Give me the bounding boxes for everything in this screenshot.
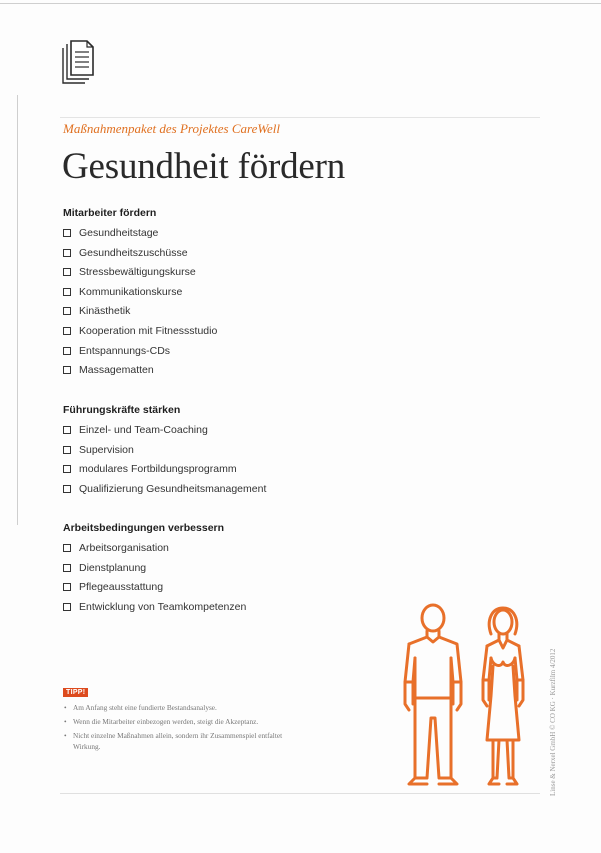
item-label: Kinästhetik	[79, 305, 131, 318]
man-figure	[405, 605, 461, 784]
item-label: Gesundheitszuschüsse	[79, 246, 188, 259]
tipp-item: • Nicht einzelne Maßnahmen allein, sondern ihr Zusammenspiel entfaltet Wirkung.	[63, 730, 293, 752]
checklist-item	[63, 224, 217, 244]
scan-edge-rule	[60, 117, 540, 118]
checkbox-icon	[63, 229, 71, 237]
checkbox-icon	[63, 446, 71, 454]
checklist-item	[63, 559, 246, 579]
checklist-item	[63, 302, 217, 322]
item-label: Qualifizierung Gesundheitsmanagement	[79, 482, 267, 495]
checkbox-icon	[63, 327, 71, 335]
checkbox-icon	[63, 288, 71, 296]
tipp-item: • Wenn die Mitarbeiter einbezogen werden, steigt die Akzeptanz.	[63, 716, 293, 727]
checkbox-icon	[63, 426, 71, 434]
item-label: Entspannungs-CDs	[79, 344, 171, 357]
item-label: Arbeitsorganisation	[79, 542, 169, 554]
tipp-badge: TIPP!	[63, 688, 88, 697]
page-title: Gesundheit fördern	[62, 146, 346, 187]
item-label: Kommunikationskurse	[79, 285, 183, 298]
checklist-item	[63, 441, 266, 461]
checkbox-icon	[63, 485, 71, 493]
project-subtitle: Maßnahmenpaket des Projektes CareWell	[63, 121, 280, 136]
tipp-item: • Am Anfang steht eine fundierte Bestandsanalyse.	[63, 702, 293, 713]
checklist	[63, 539, 246, 617]
checklist	[63, 224, 217, 381]
item-label: modulares Fortbildungsprogramm	[79, 463, 237, 476]
people-illustration	[398, 600, 538, 790]
item-label: Kooperation mit Fitnessstudio	[79, 324, 218, 337]
checklist-item	[63, 263, 217, 283]
item-label: Stressbewältigungskurse	[79, 266, 196, 279]
checkbox-icon	[63, 544, 71, 552]
woman-figure	[483, 608, 523, 784]
checklist-item	[63, 480, 266, 500]
checkbox-icon	[63, 583, 71, 591]
checklist	[63, 421, 266, 499]
section-mitarbeiter	[63, 207, 217, 381]
checkbox-icon	[63, 366, 71, 374]
item-label: Supervision	[79, 443, 134, 456]
checklist-item	[63, 578, 246, 598]
checklist-item	[63, 322, 217, 342]
tipp-list	[63, 702, 293, 752]
checkbox-icon	[63, 603, 71, 611]
checkbox-icon	[63, 249, 71, 257]
checkbox-icon	[63, 564, 71, 572]
copyright-note: Linse & Nerxel GmbH © CO KG · Kurzfilm 4/2012	[549, 648, 557, 796]
section-fuehrungskraefte	[63, 404, 266, 499]
item-label: Massagematten	[79, 364, 154, 377]
checklist-item	[63, 283, 217, 303]
section-arbeitsbedingungen	[63, 522, 246, 617]
checkbox-icon	[63, 465, 71, 473]
checkbox-icon	[63, 307, 71, 315]
checklist-item	[63, 460, 266, 480]
scan-edge-left	[17, 95, 18, 525]
checkbox-icon	[63, 347, 71, 355]
section-heading: Führungskräfte stärken	[63, 404, 181, 416]
scan-edge-top	[0, 3, 601, 4]
section-heading: Mitarbeiter fördern	[63, 207, 157, 219]
checklist-item	[63, 421, 266, 441]
tipp-box	[63, 681, 293, 755]
item-label: Gesundheitstage	[79, 227, 159, 239]
scan-edge-bottom	[60, 793, 540, 794]
item-label: Einzel- und Team-Coaching	[79, 424, 208, 436]
checkbox-icon	[63, 268, 71, 276]
checklist-item	[63, 539, 246, 559]
section-heading: Arbeitsbedingungen verbessern	[63, 522, 225, 534]
checklist-item	[63, 342, 217, 362]
checklist-item	[63, 598, 246, 618]
item-label: Dienstplanung	[79, 561, 147, 574]
document-icon	[60, 40, 94, 84]
item-label: Pflegeausstattung	[79, 581, 164, 594]
checklist-item	[63, 244, 217, 264]
checklist-item	[63, 361, 217, 381]
item-label: Entwicklung von Teamkompetenzen	[79, 600, 247, 613]
